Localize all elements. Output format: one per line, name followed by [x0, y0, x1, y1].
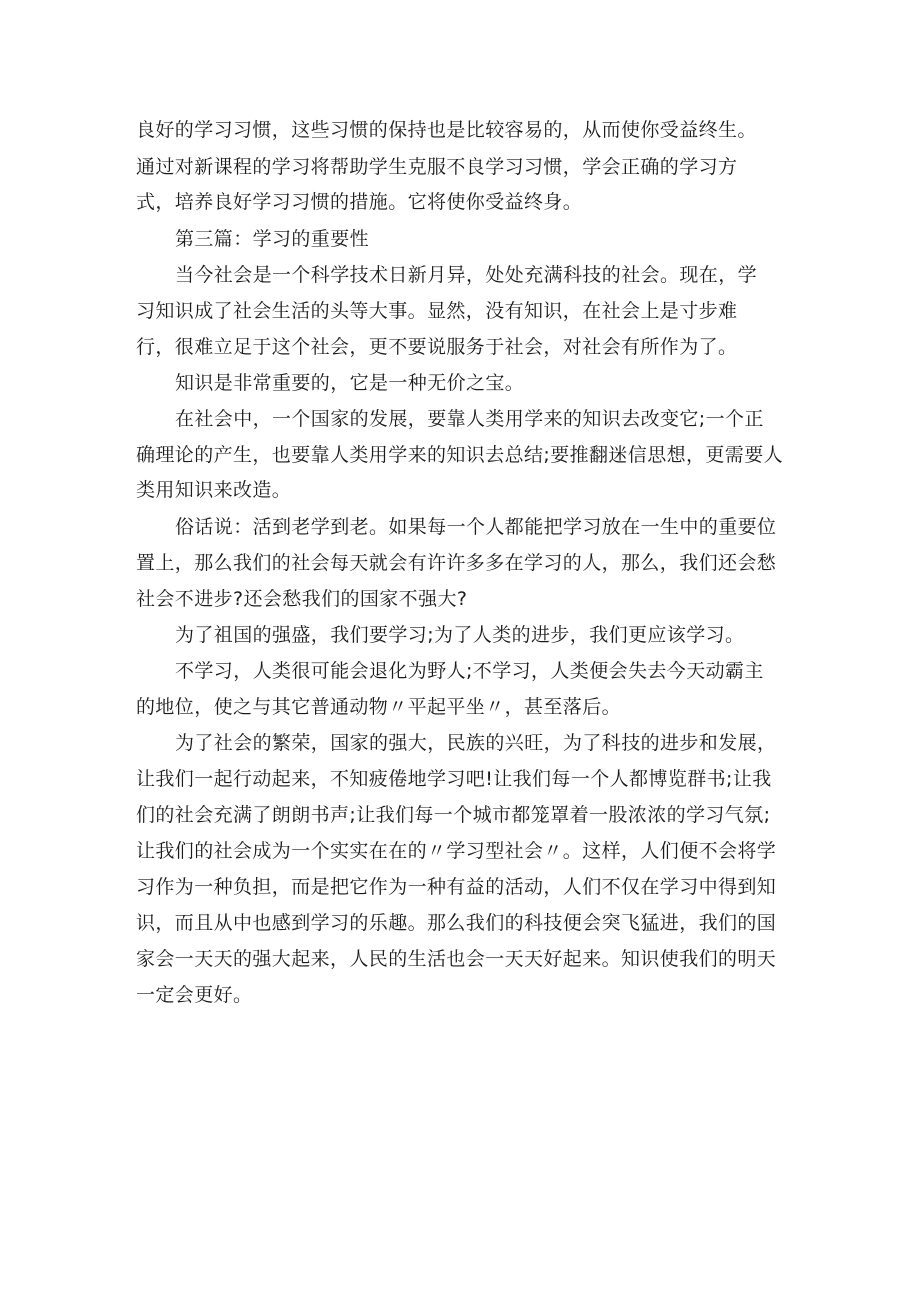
text-line: 家会一天天的强大起来，人民的生活也会一天天好起来。知识使我们的明天 [136, 948, 777, 970]
text-line: 一定会更好。 [136, 984, 253, 1006]
text-line: 让我们一起行动起来，不知疲倦地学习吧!让我们每一个人都博览群书;让我 [136, 768, 772, 790]
text-line: 式，培养良好学习习惯的措施。它将使你受益终身。 [136, 191, 583, 213]
text-line: 当今社会是一个科学技术日新月异，处处充满科技的社会。现在，学 [175, 264, 758, 286]
text-line: 为了祖国的强盛，我们要学习;为了人类的进步，我们更应该学习。 [175, 624, 745, 646]
text-line: 社会不进步?还会愁我们的国家不强大? [136, 588, 468, 610]
text-line: 通过对新课程的学习将帮助学生克服不良学习习惯，学会正确的学习方 [136, 156, 738, 178]
text-line: 识，而且从中也感到学习的乐趣。那么我们的科技便会突飞猛进，我们的国 [136, 912, 777, 934]
text-line: 确理论的产生，也要靠人类用学来的知识去总结;要推翻迷信思想，更需要人 [136, 444, 784, 466]
text-line: 们的社会充满了朗朗书声;让我们每一个城市都笼罩着一股浓浓的学习气氛; [136, 804, 771, 826]
text-line: 让我们的社会成为一个实实在在的〃学习型社会〃。这样，人们便不会将学 [136, 840, 777, 862]
text-line: 置上，那么我们的社会每天就会有许许多多在学习的人，那么，我们还会愁 [136, 552, 777, 574]
text-line: 在社会中，一个国家的发展，要靠人类用学来的知识去改变它;一个正 [175, 408, 764, 430]
text-line: 的地位，使之与其它普通动物〃平起平坐〃，甚至落后。 [136, 696, 622, 718]
text-line: 俗话说：活到老学到老。如果每一个人都能把学习放在一生中的重要位 [175, 516, 777, 538]
text-line: 习知识成了社会生活的头等大事。显然，没有知识，在社会上是寸步难 [136, 300, 738, 322]
section-heading: 第三篇：学习的重要性 [175, 228, 370, 250]
text-line: 为了社会的繁荣，国家的强大，民族的兴旺，为了科技的进步和发展， [175, 732, 777, 754]
text-line: 类用知识来改造。 [136, 479, 292, 501]
text-line: 不学习，人类很可能会退化为野人;不学习，人类便会失去今天动霸主 [175, 660, 764, 682]
text-line: 良好的学习习惯，这些习惯的保持也是比较容易的，从而使你受益终生。 [136, 119, 757, 141]
text-line: 习作为一种负担，而是把它作为一种有益的活动，人们不仅在学习中得到知 [136, 876, 777, 898]
text-line: 知识是非常重要的，它是一种无价之宝。 [175, 372, 525, 394]
text-line: 行，很难立足于这个社会，更不要说服务于社会，对社会有所作为了。 [136, 336, 738, 358]
